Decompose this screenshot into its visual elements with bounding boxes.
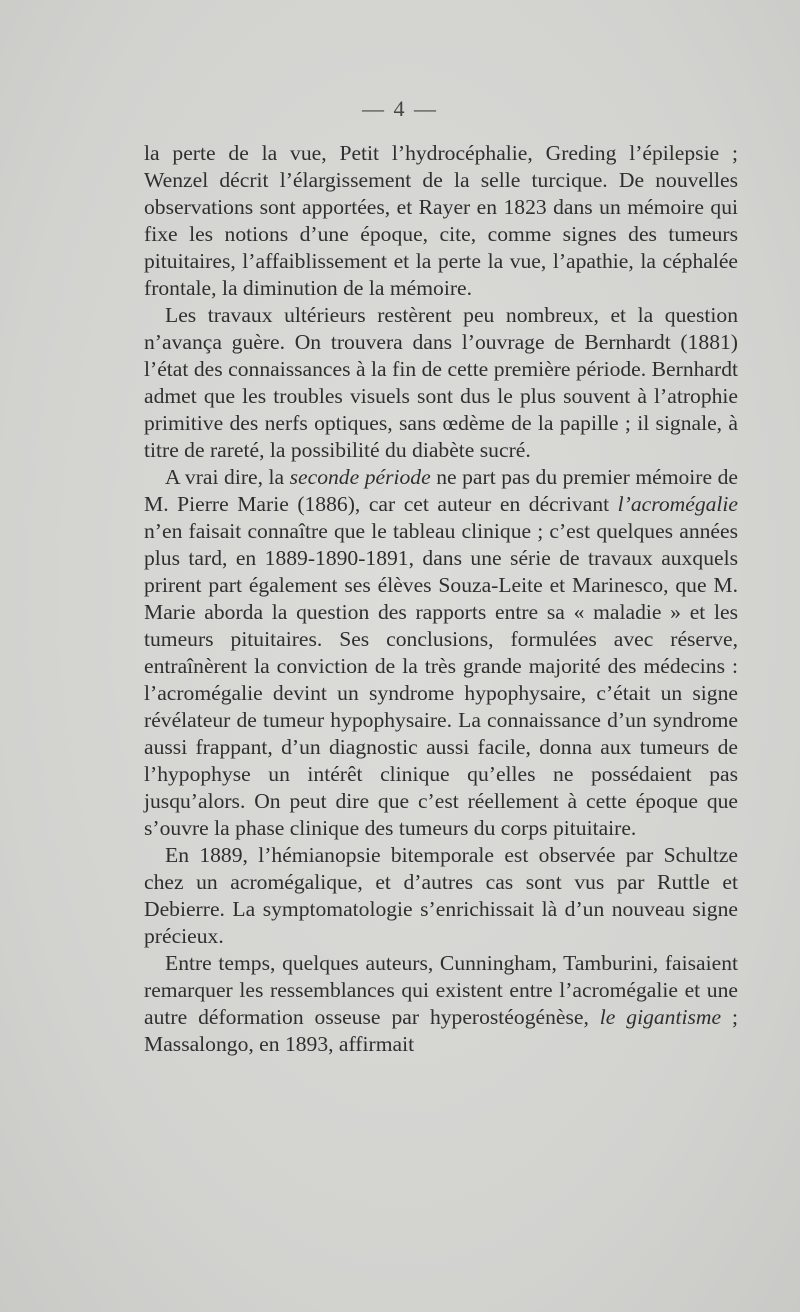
paragraph-3 xyxy=(144,464,738,842)
text-run: En 1889, l’hémianopsie bitemporale est observée par Schultze chez un acromégalique, et d’autres cas sont vus par Ruttle et Debierre. La symptomatologie s’enrichissait là d’un nouveau signe précieux. xyxy=(144,843,738,948)
text-run: la perte de la vue, Petit l’hydrocéphalie, Greding l’épilepsie ; Wenzel décrit l’élargissement de la selle turcique. De nouvelles observations sont apportées, et Rayer en 1823 dans un mémoire qui fixe les notions d’une époque, cite, comme signes des tumeurs pituitaires, l’affaiblissement et la perte la vue, l’apathie, la céphalée frontale, la diminution de la mémoire. xyxy=(144,141,738,300)
paragraph-1 xyxy=(144,140,738,302)
text-run: ne part pas du premier mémoire de M. Pierre Marie (1886), car cet auteur en décrivant xyxy=(144,465,738,516)
body-text xyxy=(144,140,738,1058)
page-number: — 4 — xyxy=(362,96,438,121)
paragraph-5 xyxy=(144,950,738,1058)
text-run: n’en faisait connaître que le tableau clinique ; c’est quelques années plus tard, en 1889-1890-1891, dans une série de travaux auxquels prirent part également ses élèves Souza-Leite et Marinesco, que M. Marie aborda la question des rapports entre sa « maladie » et les tumeurs pituitaires. Ses conclusions, formulées avec réserve, entraînèrent la conviction de la très grande majorité des médecins : l’acromégalie devint un syndrome hypophysaire, c’était un signe révélateur de tumeur hypophysaire. La connaissance d’un syndrome aussi frappant, d’un diagnostic aussi facile, donna aux tumeurs de l’hypophyse un intérêt clinique qu’elles ne possédaient pas jusqu’alors. On peut dire que c’est réellement à cette époque que s’ouvre la phase clinique des tumeurs du corps pituitaire. xyxy=(144,519,738,840)
paragraph-2 xyxy=(144,302,738,464)
text-run: A vrai dire, la xyxy=(165,465,290,489)
italic-term: le gigantisme xyxy=(599,1005,722,1029)
text-run: ; Massalongo, en 1893, affirmait xyxy=(144,1005,738,1056)
text-run: Entre temps, quelques auteurs, Cunningham, Tamburini, faisaient remarquer les ressemblances qui existent entre l’acromégalie et une autre déformation osseuse par hyperostéogénèse, xyxy=(144,951,738,1029)
italic-term: l’acromégalie xyxy=(617,492,738,516)
paragraph-4 xyxy=(144,842,738,950)
text-run: Les travaux ultérieurs restèrent peu nombreux, et la question n’avança guère. On trouvera dans l’ouvrage de Bernhardt (1881) l’état des connaissances à la fin de cette première période. Bernhardt admet que les troubles visuels sont dus le plus souvent à l’atrophie primitive des nerfs optiques, sans œdème de la papille ; il signale, à titre de rareté, la possibilité du diabète sucré. xyxy=(144,303,738,462)
italic-term: seconde période xyxy=(289,465,431,489)
